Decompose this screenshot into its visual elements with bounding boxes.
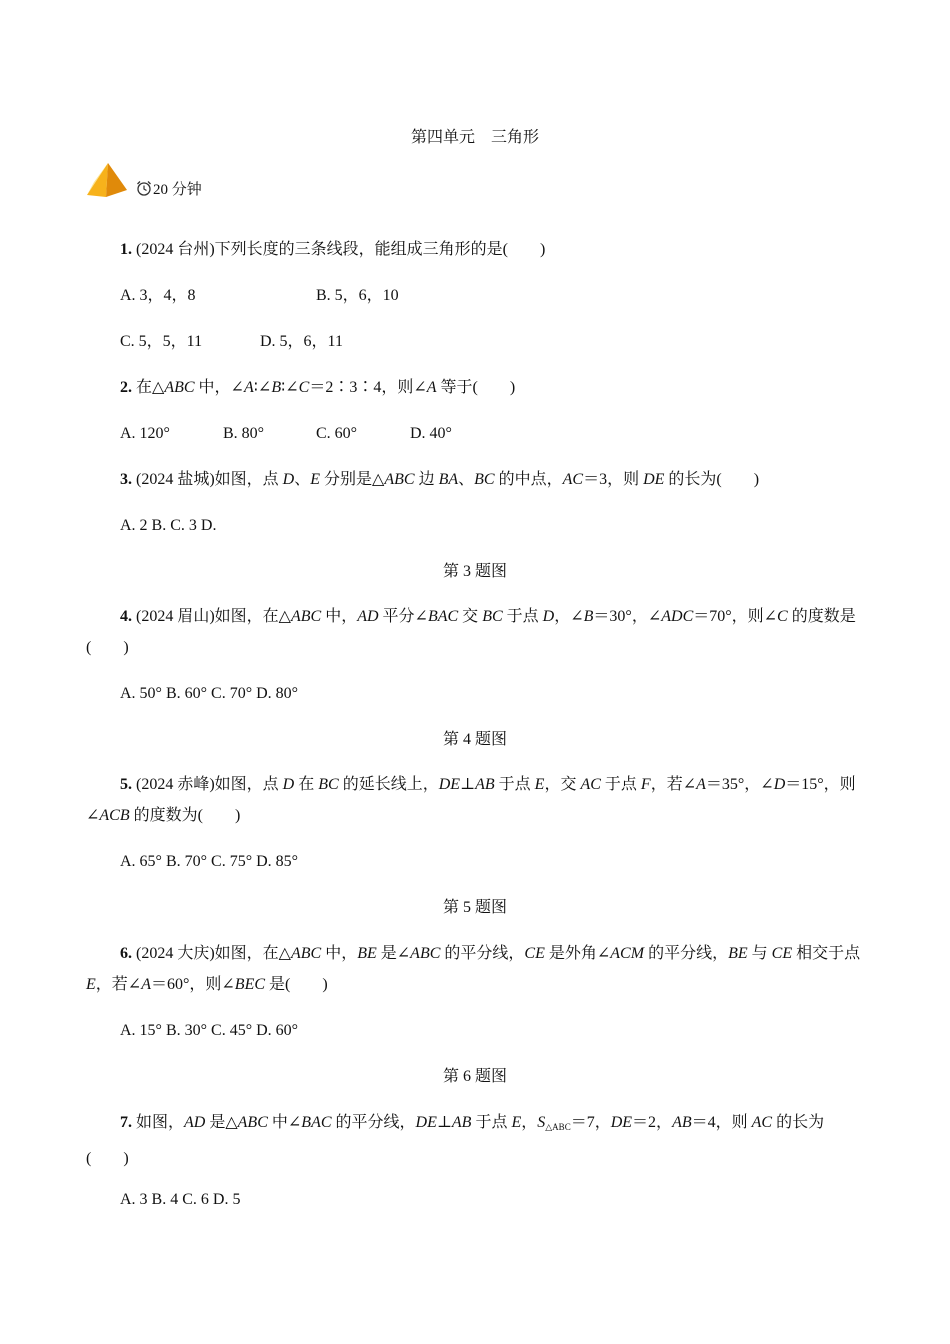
pyramid-icon — [86, 162, 128, 198]
figure-caption-5: 第 5 题图 — [442, 899, 507, 916]
time-limit — [136, 178, 202, 199]
question-2: 2. 在△ABC 中，∠A∶∠B∶∠C＝2∶3∶4，则∠A 等于( ) — [120, 379, 516, 396]
figure-caption-6: 第 6 题图 — [442, 1068, 507, 1085]
page-title: 第四单元 三角形 — [410, 129, 539, 146]
question-4-options: A. 50° B. 60° C. 70° D. 80° — [120, 685, 299, 702]
question-1-options-row2: C. 5，5，11 D. 5，6，11 — [120, 333, 343, 350]
question-5-options: A. 65° B. 70° C. 75° D. 85° — [120, 853, 299, 870]
question-7-options: A. 3 B. 4 C. 6 D. 5 — [120, 1191, 241, 1208]
question-5: 5. (2024 赤峰)如图，点 D 在 BC 的延长线上，DE⊥AB 于点 E，交 AC 于点 F，若∠A＝35°，∠D＝15°，则∠ACB 的度数为( ) — [86, 776, 856, 824]
question-6: 6. (2024 大庆)如图，在△ABC 中，BE 是∠ABC 的平分线，CE 是外角∠ACM 的平分线，BE 与 CE 相交于点 E，若∠A＝60°，则∠BEC 是( ) — [86, 945, 861, 993]
question-7: 7. 如图，AD 是△ABC 中∠BAC 的平分线，DE⊥AB 于点 E，$S_{\triangle ABC}=7$，DE＝2，AB＝4，则 AC 的长为( ) — [86, 1114, 825, 1167]
question-1-options-row1: A. 3，4，8 B. 5，6，10 — [120, 287, 399, 304]
question-6-options: A. 15° B. 30° C. 45° D. 60° — [120, 1022, 299, 1039]
question-3-options: A. 2 B. C. 3 D. — [120, 517, 217, 534]
figure-caption-3: 第 3 题图 — [442, 563, 507, 580]
time-text: 20 分钟 — [153, 182, 202, 198]
question-4: 4. (2024 眉山)如图，在△ABC 中，AD 平分∠BAC 交 BC 于点 D，∠B＝30°，∠ADC＝70°，则∠C 的度数是( ) — [86, 608, 856, 656]
question-2-options: A. 120° B. 80° C. 60° D. 40° — [120, 425, 452, 442]
alarm-clock-icon — [136, 180, 152, 196]
question-1: 1. (2024 台州)下列长度的三条线段，能组成三角形的是( ) — [120, 241, 546, 258]
figure-caption-4: 第 4 题图 — [442, 731, 507, 748]
question-3: 3. (2024 盐城)如图，点 D、E 分别是△ABC 边 BA、BC 的中点，AC＝3，则 DE 的长为( ) — [120, 471, 760, 488]
